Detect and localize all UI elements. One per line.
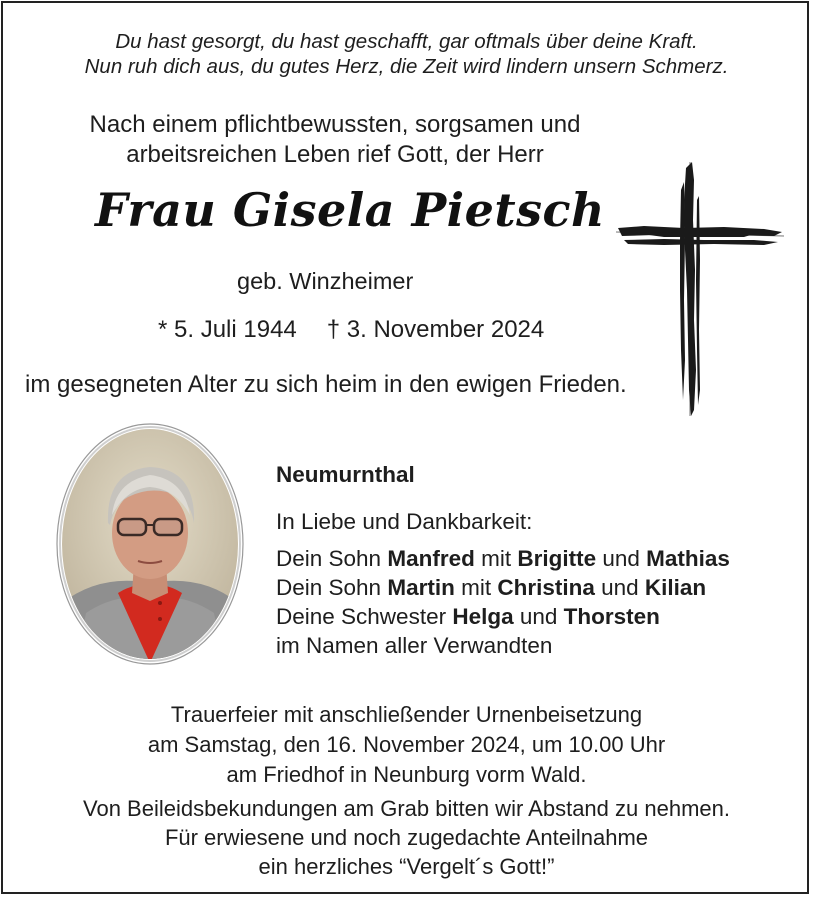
mourner-line: im Namen aller Verwandten [276,633,553,658]
ceremony-line-3: am Friedhof in Neunburg vorm Wald. [226,762,587,787]
mourner-line: Deine Schwester Helga und Thorsten [276,604,660,629]
intro-line-1: Nach einem pflichtbewussten, sorgsamen und [89,111,581,138]
life-dates [158,316,544,344]
note-line-2: Für erwiesene und noch zugedachte Anteilnahme [164,825,649,850]
verse-line-2: Nun ruh dich aus, du gutes Herz, die Zeit wird lindern unsern Schmerz. [84,55,729,78]
cross-icon [614,160,786,418]
note-line-3: ein herzliches “Vergelt´s Gott!” [258,854,555,879]
portrait-photo [56,423,244,665]
mourners-list [276,544,730,660]
intro-text [30,110,640,170]
memorial-verse [0,29,813,79]
mourner-line: Dein Sohn Manfred mit Brigitte und Mathias [276,546,730,571]
note-line-1: Von Beileidsbekundungen am Grab bitten wir Abstand zu nehmen. [83,796,730,821]
mourner-line: Dein Sohn Martin mit Christina und Kilian [276,575,707,600]
funeral-details [0,700,813,790]
closing-note [0,794,813,881]
rest-line: im gesegneten Alter zu sich heim in den ewigen Frieden. [25,371,627,398]
thanks-line: In Liebe und Dankbarkeit: [276,509,533,534]
ceremony-line-1: Trauerfeier mit anschließender Urnenbeisetzung [170,702,643,727]
maiden-name: geb. Winzheimer [237,268,414,294]
ceremony-line-2: am Samstag, den 16. November 2024, um 10.00 Uhr [147,732,666,757]
residence-place: Neumurnthal [276,462,415,487]
verse-line-1: Du hast gesorgt, du hast geschafft, gar oftmals über deine Kraft. [115,30,698,53]
deceased-name: Frau Gisela Pietsch [95,183,605,237]
birth-date: * 5. Juli 1944 [158,316,297,343]
intro-line-2: arbeitsreichen Leben rief Gott, der Herr [126,141,544,168]
death-date: † 3. November 2024 [326,316,545,343]
